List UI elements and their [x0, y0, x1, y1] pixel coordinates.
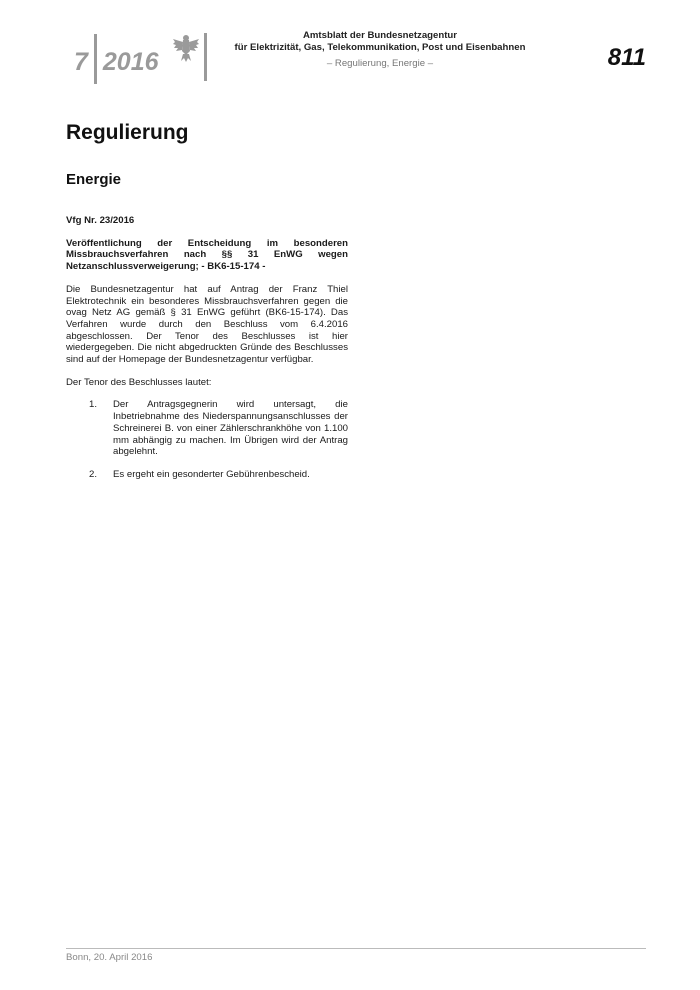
tenor-intro: Der Tenor des Beschlusses lautet: [66, 376, 212, 388]
tenor-list [66, 399, 348, 480]
list-item-number: 1. [89, 399, 98, 411]
decision-headline: Veröffentlichung der Entscheidung im besonderen Missbrauchsverfahren nach §§ 31 EnWG wegen Netzanschlussverweigerung; - BK6-15-174 - [66, 237, 348, 273]
page-number: 811 [607, 44, 646, 71]
journal-title [230, 30, 530, 53]
issue-number: 7 [74, 47, 88, 76]
issue-year: 2016 [102, 47, 159, 76]
list-item-text: Der Antragsgegnerin wird untersagt, die Inbetriebnahme des Niederspannungsanschlusses der Schreinerei B. von einer Zählerschrankhöhe von 1.100 mm abhängig zu machen. Im Übrigen wird der Antrag abgelehnt. [113, 399, 348, 458]
decision-content [66, 215, 348, 492]
footer-divider [66, 948, 646, 949]
section-title: Regulierung [66, 121, 189, 144]
list-item [66, 469, 348, 481]
list-item [66, 399, 348, 458]
federal-eagle-icon [172, 33, 200, 63]
decision-number: Vfg Nr. 23/2016 [66, 215, 135, 226]
list-item-number: 2. [89, 468, 98, 480]
header-divider [204, 33, 207, 81]
issue-divider [94, 34, 97, 84]
issue-indicator [74, 44, 159, 80]
journal-title-line-2: für Elektrizität, Gas, Telekommunikation, Post und Eisenbahnen [234, 41, 526, 53]
subsection-title: Energie [66, 171, 122, 188]
decision-body: Die Bundesnetzagentur hat auf Antrag der Franz Thiel Elektrotechnik ein besonderes Missbrauchsverfahren gegen die ovag Netz AG gemäß § 31 EnWG geführt (BK6-15-174). Das Verfahren wurde durch den Beschluss vom 6.4.2016 abgeschlossen. Der Tenor des Beschlusses ist hier wiedergegeben. Die nicht abgedruckten Gründe des Beschlusses sind auf der Homepage der Bundesnetzagentur verfügbar. [66, 283, 348, 366]
journal-title-line-1: Amtsblatt der Bundesnetzagentur [302, 30, 458, 41]
list-item-text: Es ergeht ein gesonderter Gebührenbescheid. [113, 468, 310, 480]
footer-date: Bonn, 20. April 2016 [66, 952, 153, 963]
journal-subtitle: – Regulierung, Energie – [326, 58, 434, 69]
